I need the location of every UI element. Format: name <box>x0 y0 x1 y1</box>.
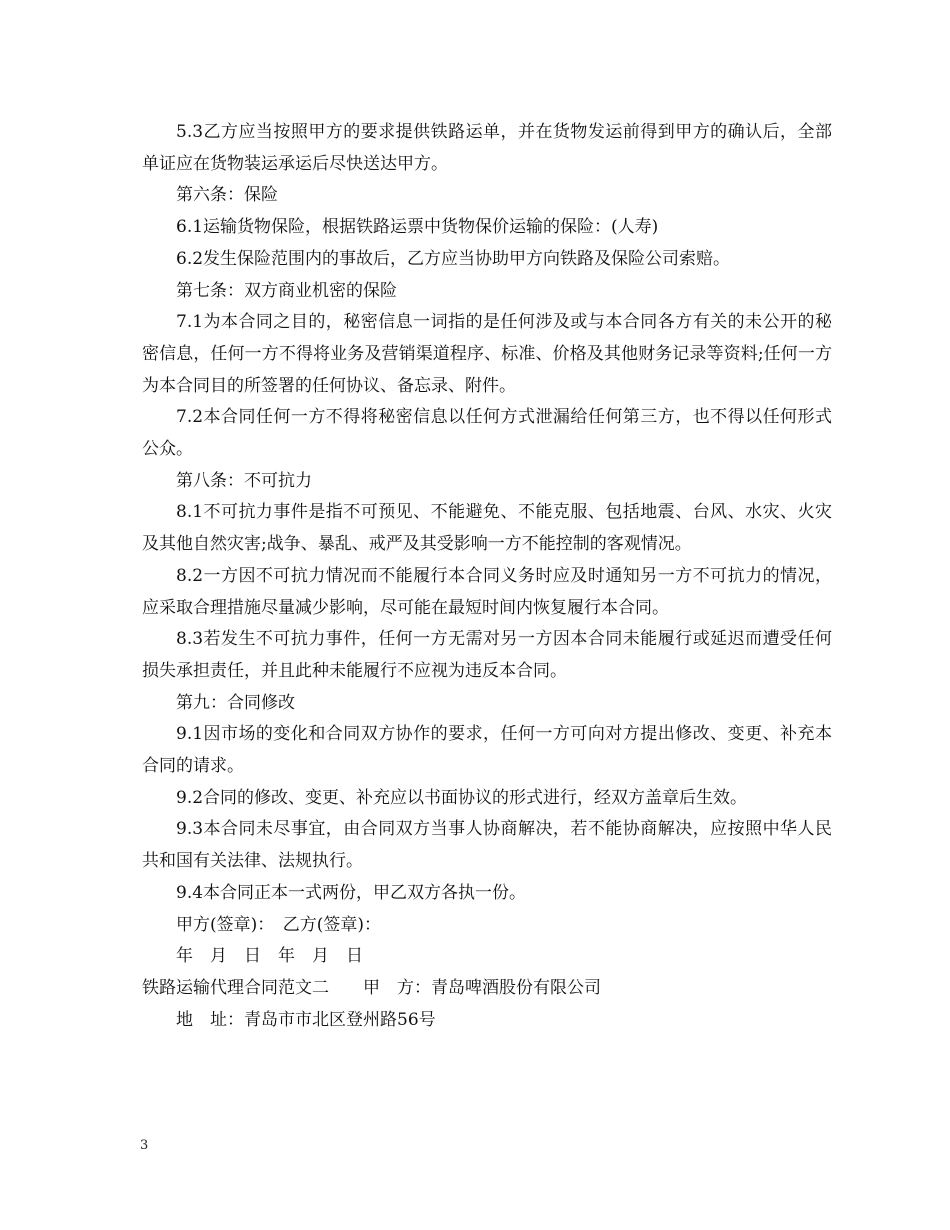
clause-6-1: 6.1运输货物保险，根据铁路运票中货物保价运输的保险：(人寿) <box>176 217 659 238</box>
article-7-heading: 第七条：双方商业机密的保险 <box>176 280 397 301</box>
clause-7-2: 7.2本合同任何一方不得将秘密信息以任何方式泄漏给任何第三方，也不得以任何形式公众。 <box>142 407 832 460</box>
document-body <box>142 117 832 1036</box>
page-number: 3 <box>140 1138 149 1153</box>
clause-9-4: 9.4本合同正本一式两份，甲乙双方各执一份。 <box>176 882 527 903</box>
article-8-heading: 第八条：不可抗力 <box>176 470 312 491</box>
signature-line: 甲方(签章)： 乙方(签章)： <box>176 914 382 935</box>
clause-8-2: 8.2一方因不可抗力情况而不能履行本合同义务时应及时通知另一方不可抗力的情况，应采取合理措施尽量减少影响，尽可能在最短时间内恢复履行本合同。 <box>142 565 832 618</box>
date-line: 年 月 日 年 月 日 <box>176 946 363 967</box>
article-9-heading: 第九：合同修改 <box>176 692 295 713</box>
clause-9-3: 9.3本合同未尽事宜，由合同双方当事人协商解决，若不能协商解决，应按照中华人民共和国有关法律、法规执行。 <box>142 819 832 872</box>
address-line: 地 址：青岛市市北区登州路56号 <box>176 1009 436 1030</box>
clause-8-1: 8.1不可抗力事件是指不可预见、不能避免、不能克服、包括地震、台风、水灾、火灾及其他自然灾害;战争、暴乱、戒严及其受影响一方不能控制的客观情况。 <box>142 502 832 555</box>
clause-7-1: 7.1为本合同之目的，秘密信息一词指的是任何涉及或与本合同各方有关的未公开的秘密信息，任何一方不得将业务及营销渠道程序、标准、价格及其他财务记录等资料;任何一方为本合同目的所签署的任何协议、备忘录、附件。 <box>142 312 832 396</box>
article-6-heading: 第六条：保险 <box>176 185 278 206</box>
second-contract-title: 铁路运输代理合同范文二 甲 方：青岛啤酒股份有限公司 <box>142 977 601 998</box>
clause-9-1: 9.1因市场的变化和合同双方协作的要求，任何一方可向对方提出修改、变更、补充本合同的请求。 <box>142 724 832 777</box>
clause-5-3: 5.3乙方应当按照甲方的要求提供铁路运单，并在货物发运前得到甲方的确认后，全部单证应在货物装运承运后尽快送达甲方。 <box>142 122 832 174</box>
clause-8-3: 8.3若发生不可抗力事件，任何一方无需对另一方因本合同未能履行或延迟而遭受任何损失承担责任，并且此种未能履行不应视为违反本合同。 <box>142 629 832 681</box>
clause-6-2: 6.2发生保险范围内的事故后，乙方应当协助甲方向铁路及保险公司索赔。 <box>176 248 731 269</box>
clause-9-2: 9.2合同的修改、变更、补充应以书面协议的形式进行，经双方盖章后生效。 <box>176 787 748 808</box>
